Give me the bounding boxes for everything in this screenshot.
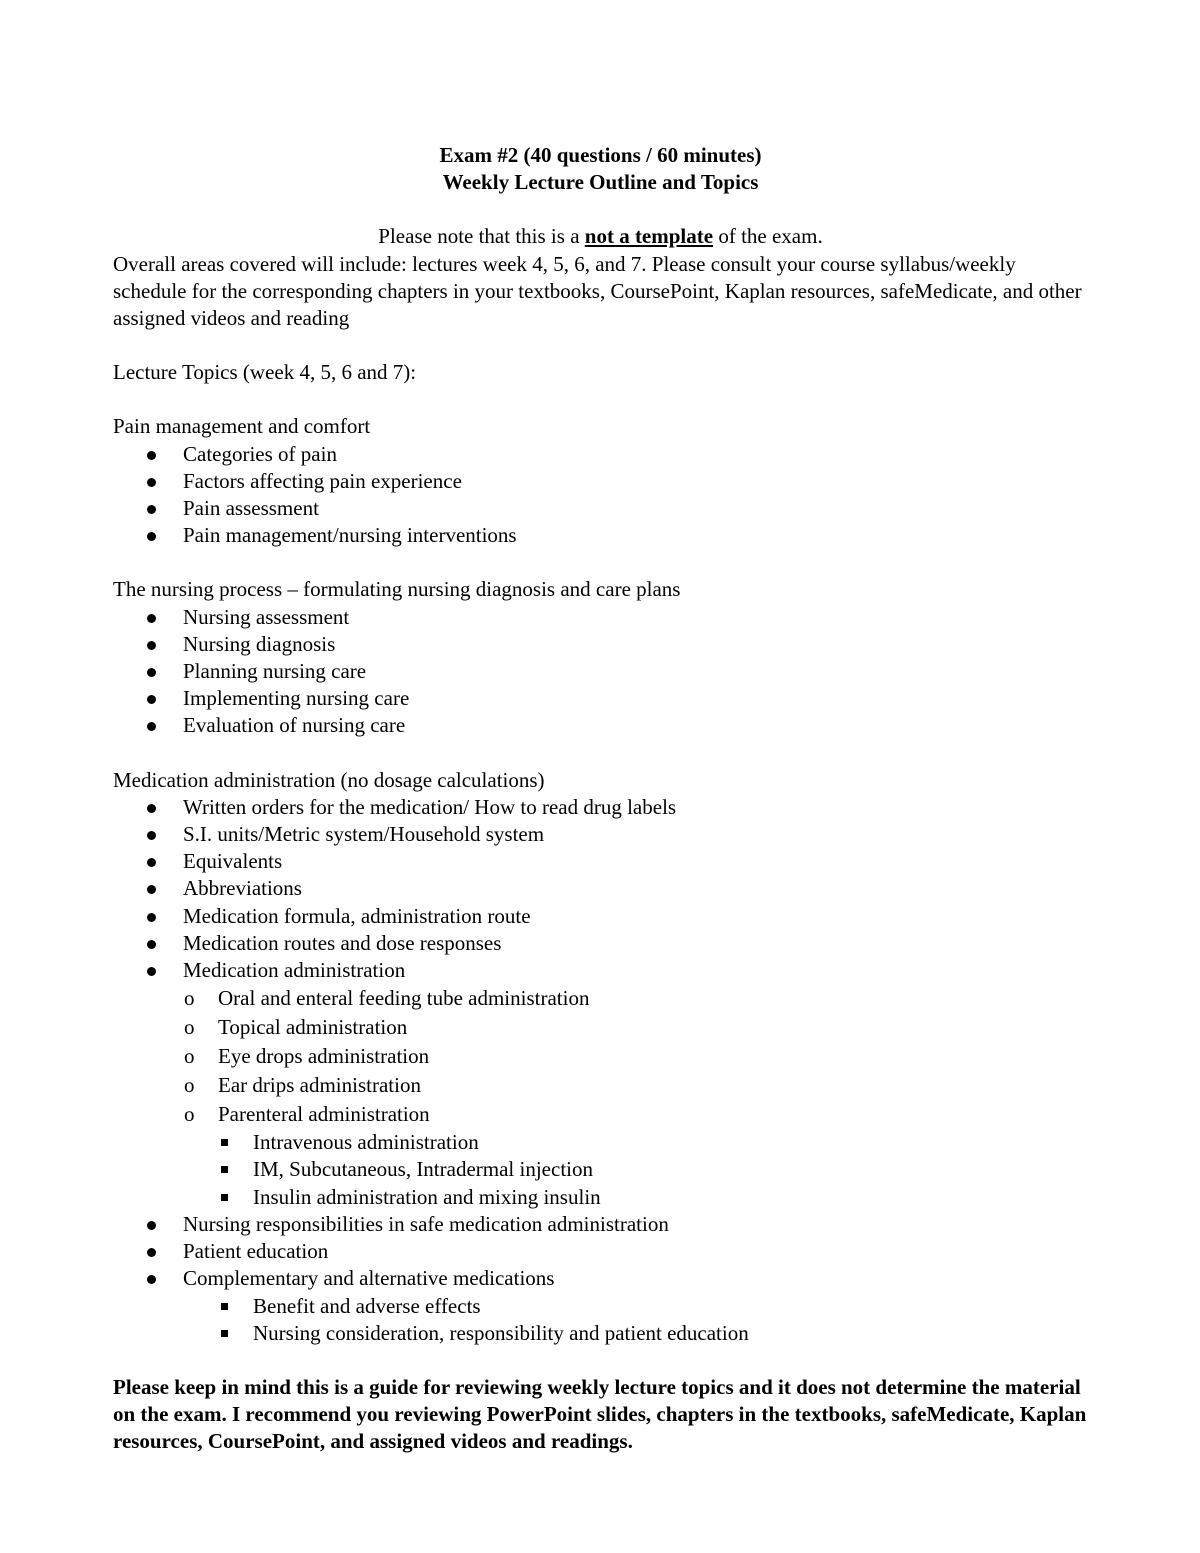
list-item-text: Nursing consideration, responsibility and patient education — [253, 1320, 749, 1345]
list-item — [113, 495, 1088, 522]
list-item-text: Abbreviations — [183, 876, 302, 901]
list-item — [113, 794, 1088, 821]
circle-bullet-icon: o — [184, 1044, 195, 1069]
list-item-text: Written orders for the medication/ How to read drug labels — [183, 794, 677, 819]
process-list — [113, 604, 1088, 740]
list-item-text: Evaluation of nursing care — [183, 713, 406, 738]
bullet-icon — [147, 940, 156, 949]
sub-sub-list-item — [113, 1184, 1088, 1211]
list-item-text: Medication routes and dose responses — [183, 930, 502, 955]
list-item-text: IM, Subcutaneous, Intradermal injection — [253, 1157, 593, 1182]
list-item — [113, 957, 1088, 984]
square-bullet-icon — [221, 1303, 228, 1310]
spacer — [113, 1347, 1088, 1374]
spacer — [113, 740, 1088, 767]
bullet-icon — [147, 614, 156, 623]
template-note — [113, 223, 1088, 250]
circle-bullet-icon: o — [184, 1102, 195, 1127]
list-item — [113, 712, 1088, 739]
bullet-icon — [147, 668, 156, 677]
square-bullet-icon — [221, 1330, 228, 1337]
list-item — [113, 631, 1088, 658]
closing-paragraph: Please keep in mind this is a guide for reviewing weekly lecture topics and it does not determine the material on the exam. I recommend you reviewing PowerPoint slides, chapters in the textbooks, safeMedicate, Kaplan resources, CoursePoint, and assigned videos and readings. — [113, 1374, 1087, 1454]
list-item-text: Medication formula, administration route — [183, 903, 531, 928]
bullet-icon — [147, 1221, 156, 1230]
list-item — [113, 604, 1088, 631]
list-item-text: Benefit and adverse effects — [253, 1293, 481, 1318]
note-suffix: of the exam. — [713, 224, 823, 249]
bullet-icon — [147, 451, 156, 460]
exam-subtitle: Weekly Lecture Outline and Topics — [442, 170, 759, 195]
sub-sub-list-item — [113, 1129, 1088, 1156]
spacer — [113, 549, 1088, 576]
list-item-text: Insulin administration and mixing insulin — [253, 1184, 601, 1209]
overview-paragraph: Overall areas covered will include: lectures week 4, 5, 6, and 7. Please consult your course syllabus/weekly schedule for the corresponding chapters in your textbooks, CoursePoint, Kaplan resources, safeMedicate, and other assigned videos and reading — [113, 251, 1082, 331]
medication-list — [113, 794, 1088, 1347]
list-item — [113, 1238, 1088, 1265]
bullet-icon — [147, 885, 156, 894]
sub-list-item — [113, 1042, 1088, 1071]
list-item — [113, 930, 1088, 957]
pain-heading: Pain management and comfort — [113, 414, 371, 439]
bullet-icon — [147, 641, 156, 650]
bullet-icon — [147, 505, 156, 514]
list-item-text: Topical administration — [218, 1015, 408, 1040]
list-item-text: Ear drips administration — [218, 1073, 421, 1098]
list-item — [113, 468, 1088, 495]
list-item-text: Factors affecting pain experience — [183, 468, 462, 493]
list-item-text: Categories of pain — [183, 441, 337, 466]
list-item-text: Implementing nursing care — [183, 686, 410, 711]
square-bullet-icon — [221, 1139, 228, 1146]
pain-list — [113, 441, 1088, 550]
bullet-icon — [147, 967, 156, 976]
list-item — [113, 1265, 1088, 1292]
topics-heading: Lecture Topics (week 4, 5, 6 and 7): — [113, 360, 417, 385]
list-item — [113, 848, 1088, 875]
bullet-icon — [147, 831, 156, 840]
bullet-icon — [147, 722, 156, 731]
square-bullet-icon — [221, 1194, 228, 1201]
document-page — [113, 142, 1088, 1456]
medication-heading: Medication administration (no dosage calculations) — [113, 767, 545, 792]
spacer — [113, 386, 1088, 413]
list-item-text: Parenteral administration — [218, 1102, 430, 1127]
list-item-text: Intravenous administration — [253, 1130, 479, 1155]
sub-list-item — [113, 984, 1088, 1013]
sub-sub-list-item — [113, 1293, 1088, 1320]
bullet-icon — [147, 478, 156, 487]
spacer — [113, 196, 1088, 223]
list-item — [113, 441, 1088, 468]
sub-list-item — [113, 1071, 1088, 1100]
note-emphasis: not a template — [584, 224, 714, 249]
bullet-icon — [147, 858, 156, 867]
square-bullet-icon — [221, 1166, 228, 1173]
sub-list-item — [113, 1100, 1088, 1129]
list-item — [113, 875, 1088, 902]
bullet-icon — [147, 1248, 156, 1257]
list-item-text: Patient education — [183, 1239, 329, 1264]
list-item — [113, 821, 1088, 848]
list-item-text: Planning nursing care — [183, 659, 367, 684]
bullet-icon — [147, 913, 156, 922]
note-prefix: Please note that this is a — [378, 224, 585, 249]
bullet-icon — [147, 1275, 156, 1284]
sub-sub-list-item — [113, 1320, 1088, 1347]
list-item — [113, 522, 1088, 549]
list-item-text: Eye drops administration — [218, 1044, 430, 1069]
spacer — [113, 332, 1088, 359]
list-item — [113, 903, 1088, 930]
list-item — [113, 1211, 1088, 1238]
sub-sub-list-item — [113, 1156, 1088, 1183]
list-item — [113, 658, 1088, 685]
list-item-text: Pain management/nursing interventions — [183, 523, 517, 548]
circle-bullet-icon: o — [184, 986, 195, 1011]
list-item — [113, 685, 1088, 712]
exam-title: Exam #2 (40 questions / 60 minutes) — [439, 143, 762, 167]
list-item-text: Oral and enteral feeding tube administration — [218, 986, 590, 1011]
process-heading: The nursing process – formulating nursing diagnosis and care plans — [113, 577, 681, 602]
list-item-text: Nursing assessment — [183, 604, 350, 629]
circle-bullet-icon: o — [184, 1015, 195, 1040]
list-item-text: S.I. units/Metric system/Household system — [183, 822, 545, 847]
list-item-text: Pain assessment — [183, 496, 319, 521]
circle-bullet-icon: o — [184, 1073, 195, 1098]
list-item-text: Nursing responsibilities in safe medication administration — [183, 1211, 669, 1236]
sub-list-item — [113, 1013, 1088, 1042]
bullet-icon — [147, 804, 156, 813]
bullet-icon — [147, 532, 156, 541]
list-item-text: Complementary and alternative medications — [183, 1266, 555, 1291]
bullet-icon — [147, 695, 156, 704]
list-item-text: Equivalents — [183, 849, 283, 874]
list-item-text: Medication administration — [183, 958, 406, 983]
list-item-text: Nursing diagnosis — [183, 631, 336, 656]
